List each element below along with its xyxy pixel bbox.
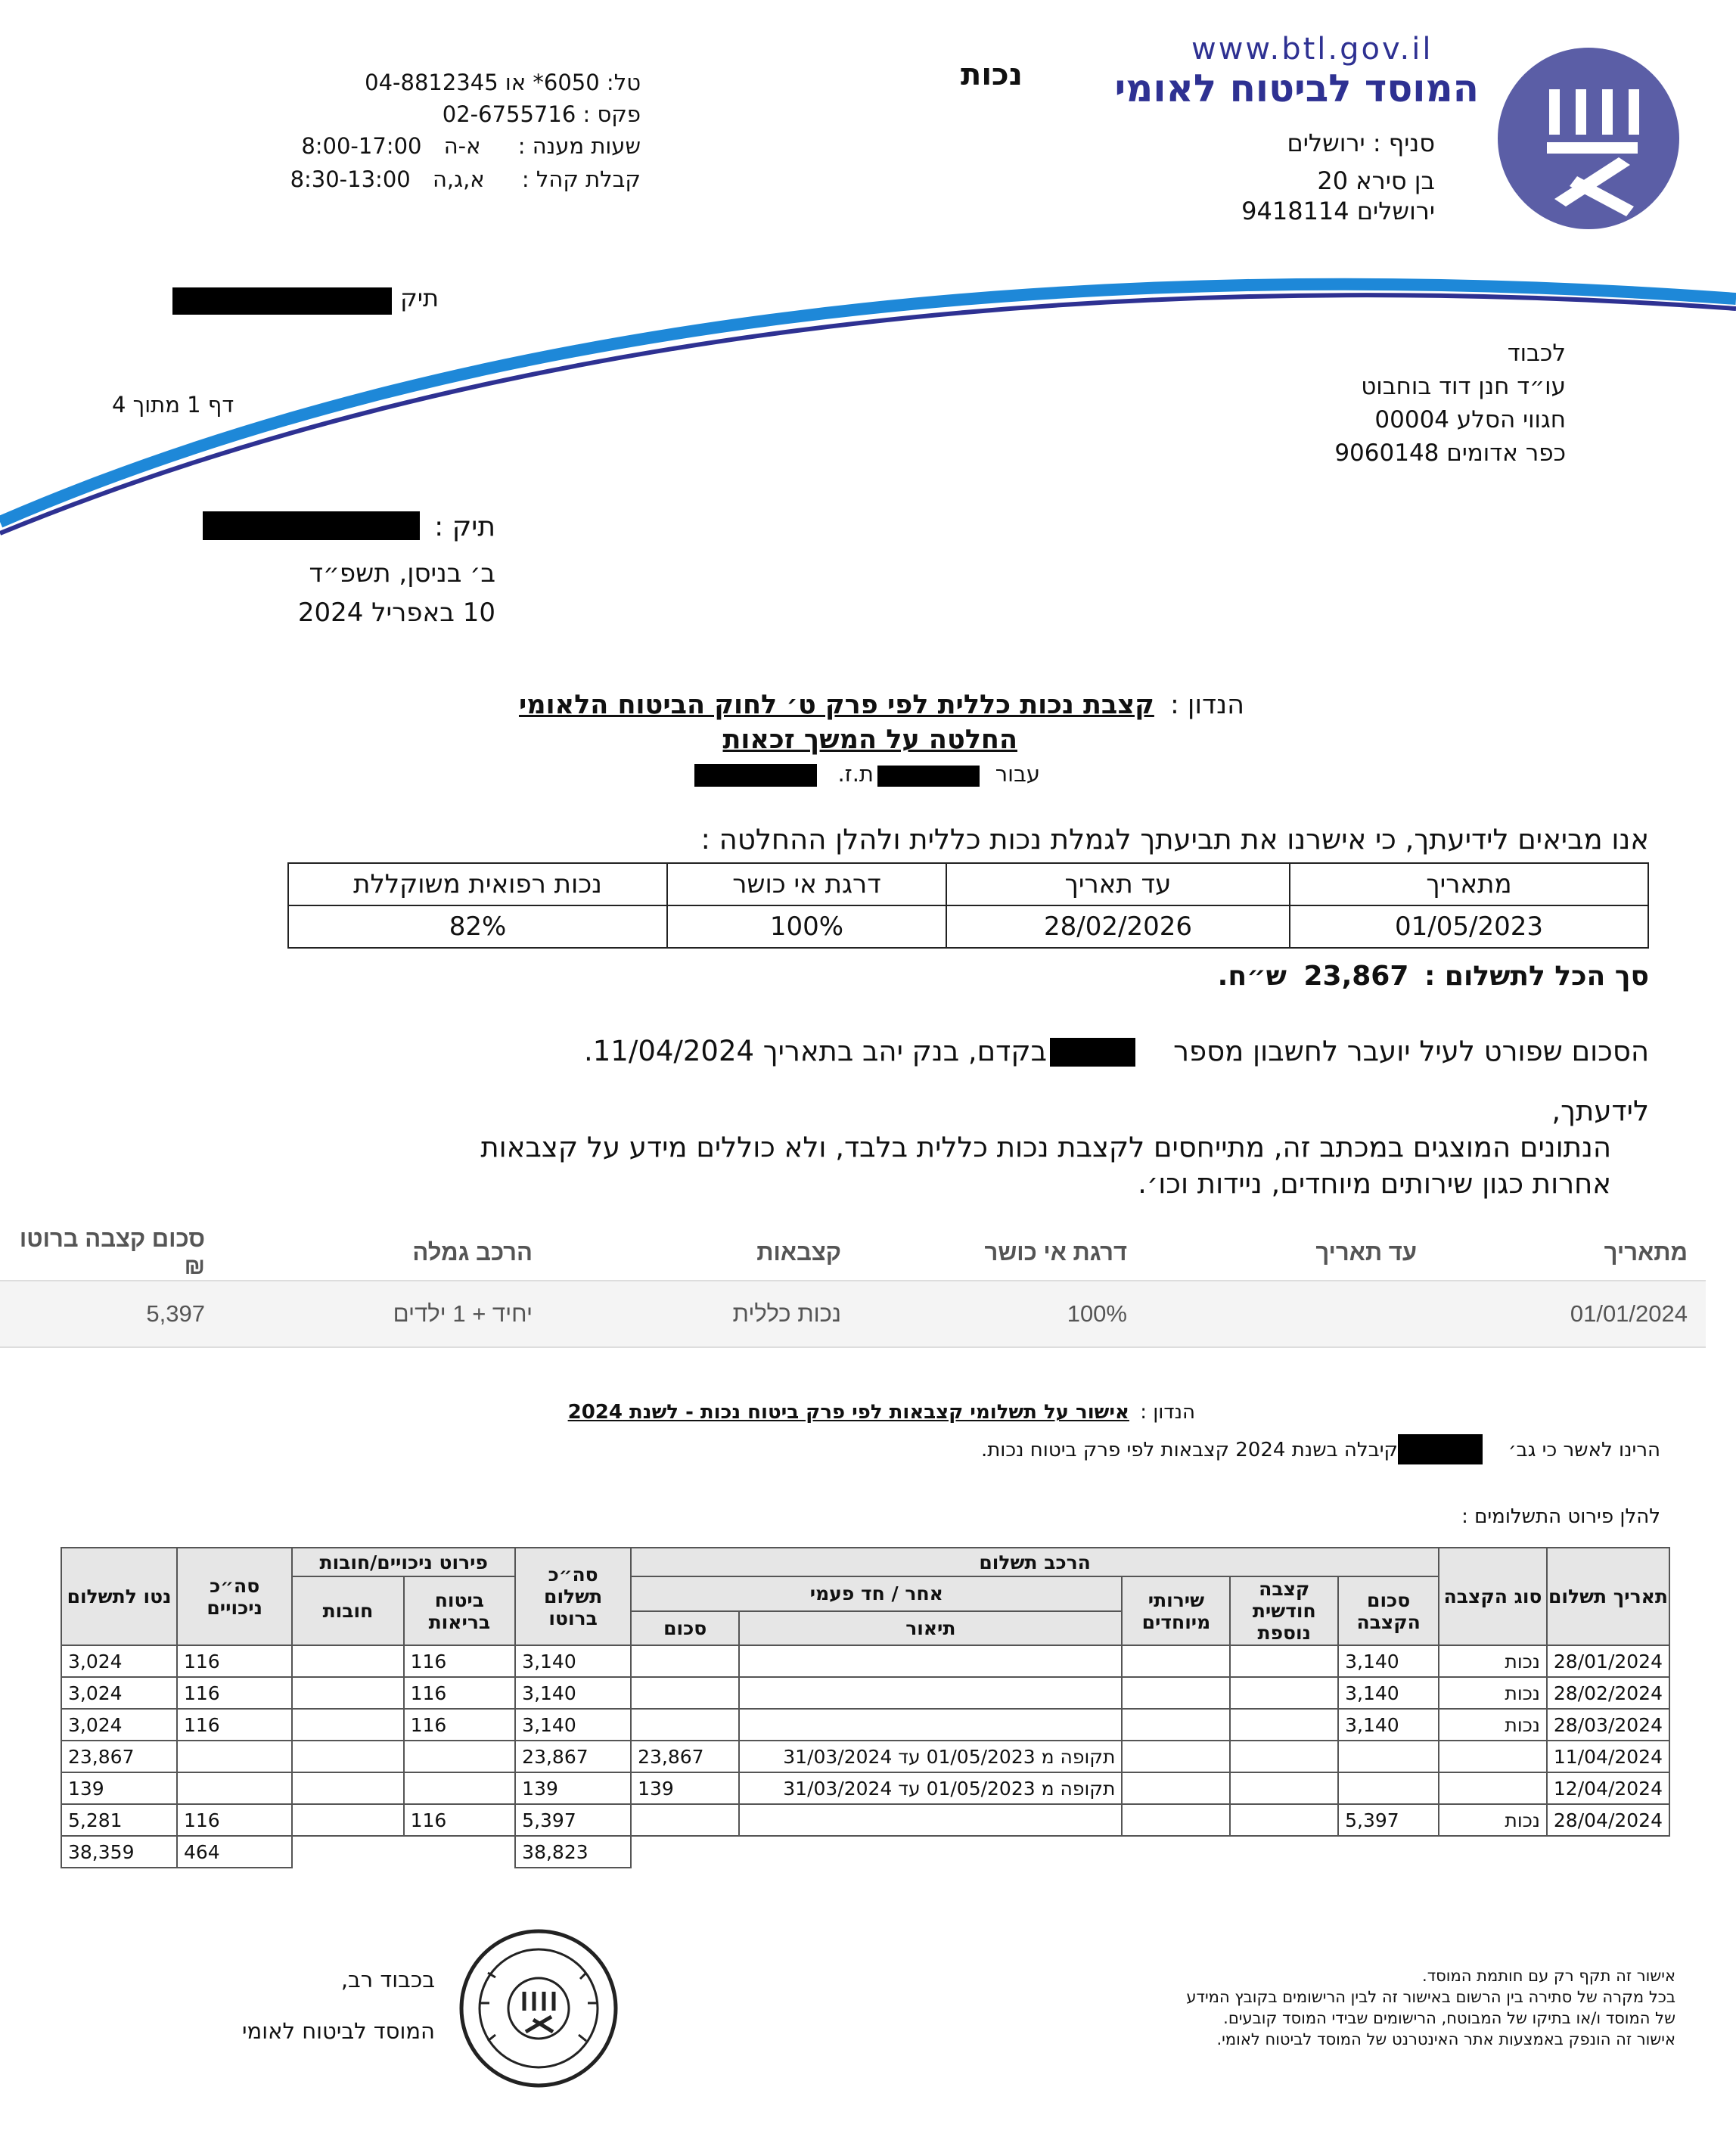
- redacted-name: [877, 766, 980, 787]
- total-label: סך הכל לתשלום :: [1424, 961, 1649, 992]
- notice-line2: אחרות כגון שירותים מיוחדים, ניידות וכו׳.: [1138, 1167, 1611, 1200]
- pay-desc: [739, 1645, 1122, 1677]
- pay-debts: [292, 1677, 403, 1709]
- pay-desc: תקופה מ 01/05/2023 עד 31/03/2024: [739, 1772, 1122, 1804]
- pay-amount: 5,397: [1338, 1804, 1439, 1836]
- pay-net: 23,867: [61, 1741, 177, 1772]
- pay-type: [1439, 1741, 1547, 1772]
- branch-city: ירושלים 9418114: [1241, 197, 1435, 225]
- hours-days: א-ה: [443, 133, 481, 159]
- pay-h-special: שירותי מיוחדים: [1122, 1576, 1230, 1645]
- pay-special: [1122, 1804, 1230, 1836]
- pay-health: 116: [404, 1645, 516, 1677]
- reception-time: 8:30-13:00: [290, 166, 411, 192]
- pay-h-net: נטו לתשלום: [61, 1548, 177, 1645]
- pay-h-extra: קצבה חודשית נוספת: [1230, 1576, 1338, 1645]
- total-row: [1218, 961, 1649, 992]
- subject-subtitle: החלטה על המשך זכאות: [722, 725, 1017, 755]
- pay-special: [1122, 1772, 1230, 1804]
- phone-line: טל: 6050* או 04-8812345: [365, 70, 641, 95]
- payment-row: [61, 1645, 1669, 1677]
- pay-total-ded: 116: [177, 1677, 292, 1709]
- portal-from: 01/01/2024: [1435, 1281, 1706, 1347]
- pay-special: [1122, 1677, 1230, 1709]
- pay-h-deductions: פירוט ניכויים/חובות: [292, 1548, 515, 1576]
- pay-date: 28/04/2024: [1547, 1804, 1669, 1836]
- pay-type: [1439, 1772, 1547, 1804]
- pay-net: 3,024: [61, 1677, 177, 1709]
- pay-sum: 23,867: [631, 1741, 739, 1772]
- pay-h-amount: סכום הקצבה: [1338, 1576, 1439, 1645]
- pay-h-sum: סכום: [631, 1611, 739, 1646]
- pay-type: נכות: [1439, 1709, 1547, 1741]
- pay-total-ded: 116: [177, 1709, 292, 1741]
- portal-header-gross: סכום קצבה ברוטו ₪: [19, 1225, 205, 1279]
- payment-row: [61, 1741, 1669, 1772]
- pay-gross: 3,140: [515, 1645, 631, 1677]
- org-name: המוסד לביטוח לאומי: [1114, 67, 1479, 110]
- decision-header-row: [288, 863, 1648, 905]
- hebrew-date: ב׳ בניסן, תשפ״ד: [309, 558, 495, 589]
- footer-notes: [995, 1965, 1675, 2050]
- decision-header-medical: נכות רפואית משוקללת: [288, 863, 667, 905]
- footer-note-1: אישור זה תקף רק עם חותמת המוסד.: [1422, 1967, 1675, 1985]
- confirmation-text-b: קיבלה בשנת 2024 קצבאות לפי פרק ביטוח נכות.: [980, 1439, 1398, 1461]
- pay-health: 116: [404, 1677, 516, 1709]
- hours-row: [262, 133, 641, 159]
- btl-logo: [1494, 44, 1683, 233]
- pay-totals-row: [61, 1836, 1669, 1868]
- redacted-beneficiary: [1398, 1434, 1483, 1464]
- pay-h-other: אחר / חד פעמי: [631, 1576, 1122, 1611]
- pay-extra: [1230, 1804, 1338, 1836]
- pay-amount: 3,140: [1338, 1709, 1439, 1741]
- details-label: להלן פירוט התשלומים :: [1461, 1505, 1660, 1528]
- pay-date: 12/04/2024: [1547, 1772, 1669, 1804]
- pay-total-gross: 38,823: [515, 1836, 631, 1868]
- pay-header-row-1: [61, 1548, 1669, 1576]
- pay-total-ded: [177, 1741, 292, 1772]
- pay-type: נכות: [1439, 1645, 1547, 1677]
- pay-total-ded: 116: [177, 1645, 292, 1677]
- payment-row: [61, 1772, 1669, 1804]
- pay-net: 5,281: [61, 1804, 177, 1836]
- doc-type: נכות: [961, 57, 1023, 92]
- reception-label: קבלת קהל :: [521, 166, 641, 192]
- redacted-file-number: [203, 511, 420, 540]
- pay-h-health: ביטוח בריאות: [404, 1576, 516, 1645]
- subject-id-label: ת.ז.: [837, 761, 874, 787]
- hours-time: 8:00-17:00: [301, 133, 422, 159]
- pay-date: 28/02/2024: [1547, 1677, 1669, 1709]
- decision-header-incapacity: דרגת אי כושר: [667, 863, 946, 905]
- decision-data-row: [288, 905, 1648, 948]
- pay-sum: 139: [631, 1772, 739, 1804]
- payments-body: [61, 1645, 1669, 1836]
- pay-debts: [292, 1709, 403, 1741]
- pay-h-type: סוג הקצבה: [1439, 1548, 1547, 1645]
- notice-line1: הנתונים המוצגים במכתב זה, מתייחסים לקצבת נכות כללית בלבד, ולא כוללים מידע על קצבאות: [480, 1131, 1611, 1163]
- pay-sum: [631, 1645, 739, 1677]
- pay-h-total-ded: סה״כ ניכויים: [177, 1548, 292, 1645]
- pay-extra: [1230, 1709, 1338, 1741]
- portal-benefits: נכות כללית: [551, 1281, 859, 1347]
- pay-h-desc: תיאור: [739, 1611, 1122, 1646]
- footer-note-3: של המוסד ו/או בתיקו של המבוטח, הרישומים שבידי המוסד קובעים.: [1223, 2009, 1675, 2027]
- decision-header-to: עד תאריך: [946, 863, 1290, 905]
- pay-gross: 139: [515, 1772, 631, 1804]
- pay-type: נכות: [1439, 1804, 1547, 1836]
- portal-header-incapacity: דרגת אי כושר: [984, 1239, 1127, 1266]
- transfer-text-b: בקדם, בנק יהב בתאריך 11/04/2024.: [584, 1035, 1047, 1067]
- recipient-block: [1334, 337, 1566, 470]
- pay-desc: [739, 1709, 1122, 1741]
- pay-gross: 23,867: [515, 1741, 631, 1772]
- confirmation-title: אישור על תשלומי קצבאות לפי פרק ביטוח נכות - לשנת 2024: [567, 1401, 1129, 1424]
- hours-label: שעות מענה :: [517, 133, 641, 159]
- payments-table: [61, 1547, 1670, 1868]
- pay-amount: [1338, 1741, 1439, 1772]
- portal-incapacity: 100%: [859, 1281, 1145, 1347]
- recipient-name: עו״ד חנן דוד בוחבוט: [1361, 373, 1566, 400]
- subject-title: קצבת נכות כללית לפי פרק ט׳ לחוק הביטוח הלאומי: [518, 690, 1154, 720]
- redacted-account: [1050, 1038, 1135, 1067]
- pay-special: [1122, 1709, 1230, 1741]
- pay-gross: 3,140: [515, 1677, 631, 1709]
- pay-total-ded: 116: [177, 1804, 292, 1836]
- notice-lead: לידעתך,: [1551, 1095, 1649, 1127]
- pay-health: 116: [404, 1709, 516, 1741]
- pay-total-net: 38,359: [61, 1836, 177, 1868]
- recipient-greeting: לכבוד: [1507, 340, 1566, 367]
- pay-extra: [1230, 1677, 1338, 1709]
- pay-special: [1122, 1645, 1230, 1677]
- portal-gross: 5,397: [0, 1281, 223, 1347]
- pay-net: 3,024: [61, 1709, 177, 1741]
- pay-amount: 3,140: [1338, 1645, 1439, 1677]
- subject-line: [519, 690, 1244, 720]
- payment-row: [61, 1709, 1669, 1741]
- pay-extra: [1230, 1772, 1338, 1804]
- pay-sum: [631, 1804, 739, 1836]
- branch-street: בן סירא 20: [1317, 166, 1435, 195]
- pay-net: 139: [61, 1772, 177, 1804]
- website[interactable]: www.btl.gov.il: [1191, 32, 1433, 67]
- recipient-street: חגווי הסלע 00004: [1374, 406, 1566, 433]
- footer-note-4: אישור זה הונפק באמצעות אתר האינטרנט של המוסד לביטוח לאומי.: [1216, 2030, 1675, 2048]
- pay-date: 11/04/2024: [1547, 1741, 1669, 1772]
- file-label-top: תיק: [400, 284, 439, 312]
- pay-debts: [292, 1741, 403, 1772]
- confirmation-text-a: הרינו לאשר כי גב׳: [1508, 1439, 1660, 1461]
- portal-composition: יחיד + 1 ילדים: [223, 1281, 551, 1347]
- confirmation-label: הנדון :: [1140, 1401, 1195, 1424]
- portal-header-composition: הרכב גמלה: [412, 1239, 533, 1266]
- total-currency: ש״ח.: [1217, 961, 1287, 992]
- greg-date: 10 באפריל 2024: [297, 598, 495, 628]
- pay-desc: [739, 1677, 1122, 1709]
- decision-medical: 82%: [288, 905, 667, 948]
- transfer-text-a: הסכום שפורט לעיל יועבר לחשבון מספר: [1173, 1035, 1649, 1067]
- pay-sum: [631, 1677, 739, 1709]
- decision-header-from: מתאריך: [1290, 863, 1648, 905]
- pay-h-date: תאריך תשלום: [1547, 1548, 1669, 1645]
- portal-header-benefits: קצבאות: [756, 1239, 841, 1266]
- pay-h-composition: הרכב תשלום: [631, 1548, 1439, 1576]
- decision-from: 01/05/2023: [1290, 905, 1648, 948]
- pay-desc: [739, 1804, 1122, 1836]
- subject-for-row: [995, 761, 1040, 787]
- pay-type: נכות: [1439, 1677, 1547, 1709]
- pay-sum: [631, 1709, 739, 1741]
- decision-table: [287, 862, 1649, 949]
- pay-net: 3,024: [61, 1645, 177, 1677]
- pay-header-row-2: [61, 1576, 1669, 1611]
- pay-desc: תקופה מ 01/05/2023 עד 31/03/2024: [739, 1741, 1122, 1772]
- pay-special: [1122, 1741, 1230, 1772]
- pay-h-gross: סה״כ תשלום ברוטו: [515, 1548, 631, 1645]
- page-indicator: דף 1 מתוך 4: [112, 392, 234, 418]
- pay-debts: [292, 1645, 403, 1677]
- pay-health: [404, 1741, 516, 1772]
- confirmation-subject: [568, 1401, 1195, 1424]
- notice-block: [212, 1093, 1649, 1202]
- pay-gross: 5,397: [515, 1804, 631, 1836]
- decision-incapacity: 100%: [667, 905, 946, 948]
- portal-to: [1145, 1281, 1435, 1347]
- benefits-summary-table: [0, 1225, 1706, 1348]
- pay-debts: [292, 1772, 403, 1804]
- pay-extra: [1230, 1645, 1338, 1677]
- pay-extra: [1230, 1741, 1338, 1772]
- recipient-city: כפר אדומים 9060148: [1334, 439, 1566, 467]
- subject-for-label: עבור: [995, 761, 1040, 787]
- decision-to: 28/02/2026: [946, 905, 1290, 948]
- official-stamp: [458, 1927, 620, 2090]
- pay-amount: [1338, 1772, 1439, 1804]
- reception-row: [262, 166, 641, 192]
- portal-header-from: מתאריך: [1604, 1239, 1688, 1266]
- subject-label: הנדון :: [1170, 690, 1244, 720]
- closing: בכבוד רב,: [340, 1967, 435, 1992]
- total-value: 23,867: [1303, 961, 1409, 992]
- redacted-id: [694, 764, 817, 787]
- pay-amount: 3,140: [1338, 1677, 1439, 1709]
- pay-total-ded: [177, 1772, 292, 1804]
- payment-row: [61, 1677, 1669, 1709]
- signature: המוסד לביטוח לאומי: [242, 2018, 435, 2044]
- payment-row: [61, 1804, 1669, 1836]
- pay-gross: 3,140: [515, 1709, 631, 1741]
- pay-health: 116: [404, 1804, 516, 1836]
- pay-h-debts: חובות: [292, 1576, 403, 1645]
- redacted-file-number-top: [172, 287, 392, 315]
- branch-line: סניף : ירושלים: [1287, 129, 1435, 157]
- file-label: תיק :: [434, 511, 495, 542]
- pay-date: 28/03/2024: [1547, 1709, 1669, 1741]
- portal-data-row[interactable]: [0, 1281, 1706, 1347]
- portal-header-to: עד תאריך: [1315, 1239, 1417, 1266]
- pay-date: 28/01/2024: [1547, 1645, 1669, 1677]
- intro-text: אנו מביאים לידיעתך, כי אישרנו את תביעתך לגמלת נכות כללית ולהלן ההחלטה :: [700, 823, 1649, 856]
- pay-health: [404, 1772, 516, 1804]
- pay-total-deductions: 464: [177, 1836, 292, 1868]
- fax-line: פקס : 02-6755716: [442, 101, 641, 127]
- footer-note-2: בכל מקרה של סתירה בין הרשום באישור זה לבין הרישומים בקובץ המידע: [1186, 1988, 1675, 2006]
- portal-header-row: [0, 1225, 1706, 1281]
- reception-days: א,ג,ה: [432, 166, 485, 192]
- pay-debts: [292, 1804, 403, 1836]
